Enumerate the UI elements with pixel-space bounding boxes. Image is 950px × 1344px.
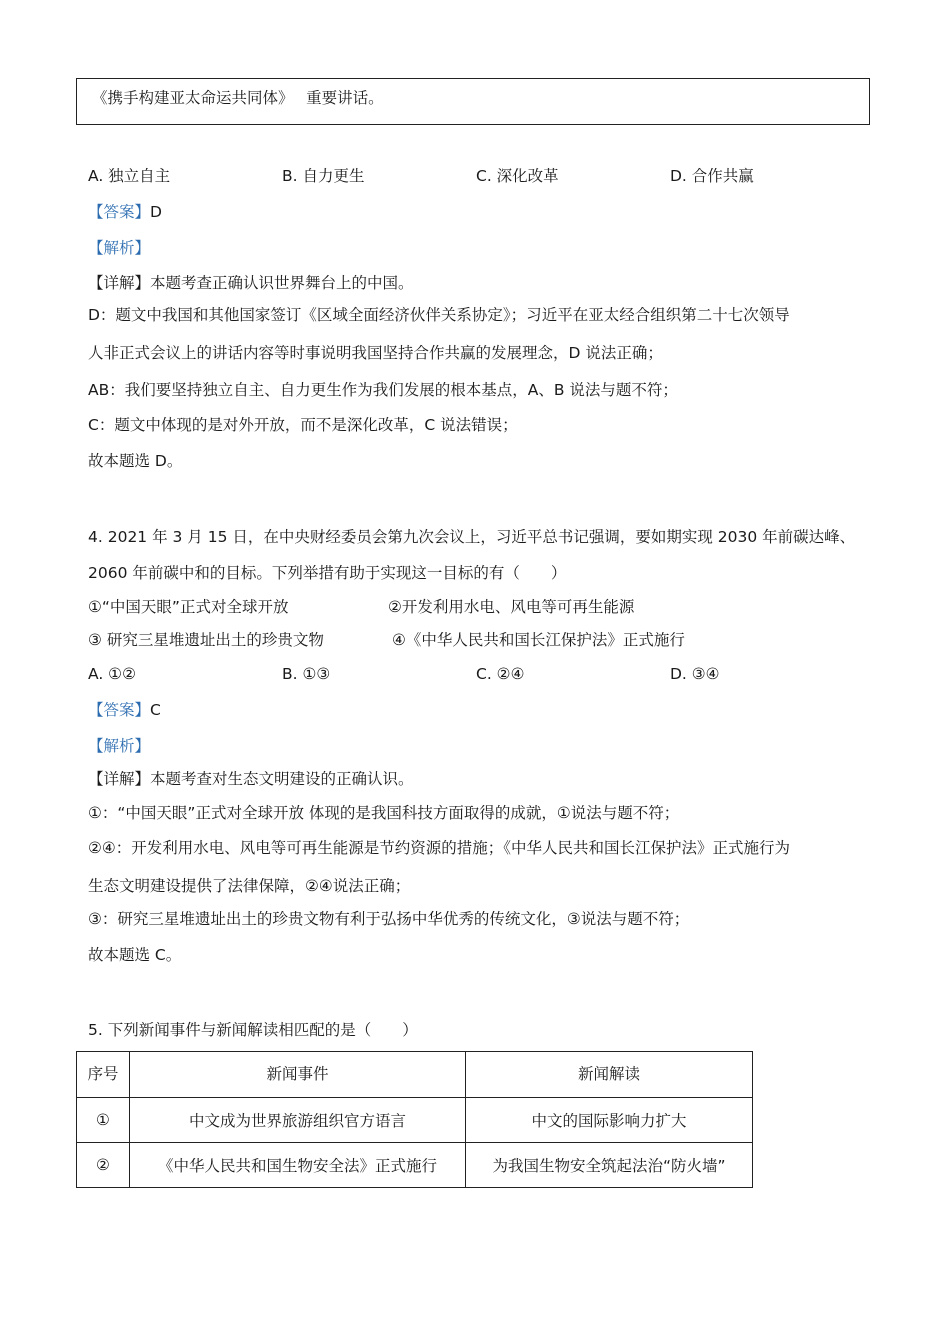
table-header-row [77, 1052, 753, 1098]
answer-line [88, 202, 162, 222]
option-c: C. 深化改革 [476, 167, 559, 185]
analysis-tag: 【解析】 [88, 737, 151, 755]
analysis-line: 生态文明建设提供了法律保障，②④说法正确； [88, 877, 411, 895]
option-b: B. ①③ [282, 665, 331, 683]
answer-tag: 【答案】 [88, 701, 151, 719]
analysis-line: 故本题选 C。 [88, 946, 182, 964]
answer-line [88, 700, 161, 720]
option-a: A. ①② [88, 665, 136, 683]
table-row [77, 1143, 753, 1188]
table-cell: 《中华人民共和国生物安全法》正式施行 [130, 1143, 466, 1188]
table-cell: 为我国生物安全筑起法治“防火墙” [466, 1143, 753, 1188]
option-d: D. 合作共赢 [670, 167, 754, 185]
header-cell: 新闻解读 [466, 1052, 753, 1098]
table-cell: 中文的国际影响力扩大 [466, 1098, 753, 1143]
option-a: A. 独立自主 [88, 167, 171, 185]
analysis-line: ①：“中国天眼”正式对全球开放 体现的是我国科技方面取得的成就，①说法与题不符； [88, 804, 680, 822]
material-text: 《携手构建亚太命运共同体》 重要讲话。 [92, 89, 384, 107]
detail-text: 本题考查正确认识世界舞台上的中国。 [150, 274, 414, 292]
analysis-line: 人非正式会议上的讲话内容等时事说明我国坚持合作共赢的发展理念，D 说法正确； [88, 344, 663, 362]
header-cell: 新闻事件 [130, 1052, 466, 1098]
analysis-line: D：题文中我国和其他国家签订《区域全面经济伙伴关系协定》；习近平在亚太经合组织第二十七次领导 [88, 306, 790, 324]
analysis-line: ②④：开发利用水电、风电等可再生能源是节约资源的措施；《中华人民共和国长江保护法》正式施行为 [88, 839, 791, 857]
detail-tag: 【详解】 [88, 274, 151, 292]
detail-line [88, 273, 414, 293]
option-c: C. ②④ [476, 665, 525, 683]
question-stem: 4. 2021 年 3 月 15 日，在中央财经委员会第九次会议上，习近平总书记强调，要如期实现 2030 年前碳达峰、 [88, 528, 856, 546]
table-cell: ② [77, 1143, 130, 1188]
option-d: D. ③④ [670, 665, 720, 683]
detail-text: 本题考查对生态文明建设的正确认识。 [150, 770, 414, 788]
statement-3: ③ 研究三星堆遗址出土的珍贵文物 [88, 631, 324, 649]
header-cell: 序号 [77, 1052, 130, 1098]
question-stem: 2060 年前碳中和的目标。下列举措有助于实现这一目标的有（ ） [88, 564, 567, 582]
statement-4: ④《中华人民共和国长江保护法》正式施行 [392, 631, 685, 649]
table-row [77, 1098, 753, 1143]
analysis-line: ③：研究三星堆遗址出土的珍贵文物有利于弘扬中华优秀的传统文化，③说法与题不符； [88, 910, 690, 928]
answer-tag: 【答案】 [88, 203, 151, 221]
answer-value: C [150, 701, 161, 719]
analysis-line: C：题文中体现的是对外开放，而不是深化改革，C 说法错误； [88, 416, 518, 434]
analysis-line: AB：我们要坚持独立自主、自力更生作为我们发展的根本基点，A、B 说法与题不符； [88, 381, 678, 399]
question-stem: 5. 下列新闻事件与新闻解读相匹配的是（ ） [88, 1021, 418, 1039]
analysis-tag: 【解析】 [88, 239, 151, 257]
statement-1: ①“中国天眼”正式对全球开放 [88, 598, 289, 616]
detail-tag: 【详解】 [88, 770, 151, 788]
analysis-line: 故本题选 D。 [88, 452, 183, 470]
news-table [76, 1051, 753, 1188]
detail-line [88, 769, 414, 789]
option-b: B. 自力更生 [282, 167, 365, 185]
statement-2: ②开发利用水电、风电等可再生能源 [388, 598, 635, 616]
table-cell: ① [77, 1098, 130, 1143]
answer-value: D [150, 203, 162, 221]
table-cell: 中文成为世界旅游组织官方语言 [130, 1098, 466, 1143]
